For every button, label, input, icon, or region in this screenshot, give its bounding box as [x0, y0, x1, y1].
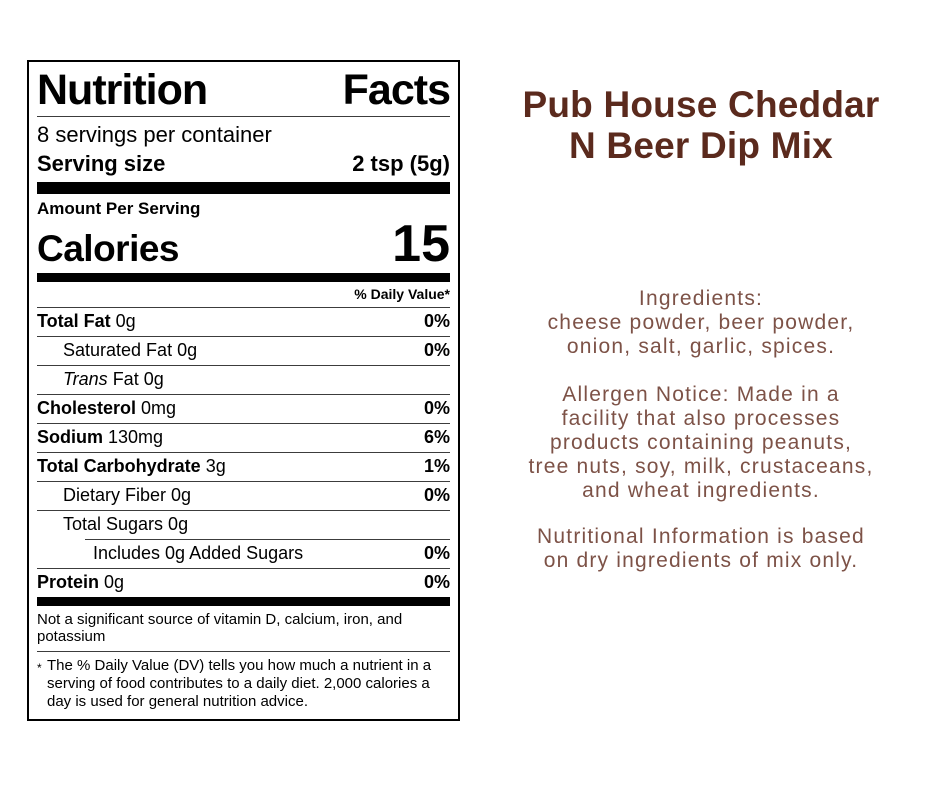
- nutrient-amount: Saturated Fat 0g: [63, 340, 198, 360]
- footnote-asterisk: *: [37, 661, 42, 675]
- nutrient-amount: Total Sugars 0g: [63, 514, 189, 534]
- title-divider: [37, 116, 450, 117]
- nutrient-text: [37, 399, 176, 418]
- nutrient-text: [37, 515, 188, 534]
- serving-size-value: 2 tsp (5g): [352, 151, 450, 176]
- nutrient-dv: 0%: [423, 311, 450, 331]
- nutrient-amount: Includes 0g Added Sugars: [93, 543, 304, 563]
- nutrient-text: [37, 544, 303, 563]
- row-protein: [37, 569, 450, 597]
- serving-size-row: [37, 151, 450, 177]
- row-trans-fat: [37, 366, 450, 395]
- nutrient-amount: 0mg: [136, 398, 177, 418]
- nutritional-note-paragraph: [470, 525, 932, 573]
- nutrient-name: Protein: [37, 572, 100, 592]
- nutritional-note-line: on dry ingredients of mix only.: [543, 549, 859, 572]
- nutrient-amount: Dietary Fiber 0g: [63, 485, 192, 505]
- nutrient-dv: 0%: [423, 485, 450, 505]
- allergen-line: products containing peanuts,: [549, 431, 853, 454]
- thick-divider-bar: [37, 182, 450, 194]
- allergen-line: facility that also processes: [561, 407, 841, 430]
- nutrition-facts-label: [27, 60, 460, 721]
- nutrient-dv: 0%: [423, 543, 450, 563]
- label-title: [37, 62, 450, 116]
- nutrient-text: [37, 312, 136, 331]
- label-title-word-2: Facts: [342, 66, 450, 114]
- nutrient-amount: 0g: [110, 311, 136, 331]
- calories-value: 15: [392, 215, 450, 273]
- nutrient-text: [37, 573, 124, 592]
- allergen-line: Allergen Notice: Made in a: [562, 383, 840, 406]
- nutrient-name-italic: Trans: [63, 369, 108, 389]
- nutrient-name: Total Fat: [37, 311, 111, 331]
- nutrient-dv: 1%: [423, 456, 450, 476]
- row-added-sugars: [37, 540, 450, 569]
- allergen-notice-paragraph: [470, 383, 932, 503]
- calories-row: [37, 215, 450, 273]
- ingredients-line: cheese powder, beer powder,: [547, 311, 855, 334]
- serving-size-label: Serving size: [37, 151, 166, 176]
- nutrient-amount: 130mg: [103, 427, 164, 447]
- nutrient-name: Sodium: [37, 427, 103, 447]
- thick-divider-bar: [37, 273, 450, 282]
- nutrient-text: [37, 370, 164, 389]
- nutrient-text: [37, 341, 197, 360]
- row-total-sugars: [37, 511, 450, 539]
- servings-per-container: 8 servings per container: [37, 122, 272, 147]
- daily-value-header: % Daily Value*: [37, 282, 450, 308]
- nutrient-name: Total Carbohydrate: [37, 456, 201, 476]
- row-saturated-fat: [37, 337, 450, 366]
- nutrient-amount: 3g: [200, 456, 226, 476]
- nutrient-amount: 0g: [99, 572, 125, 592]
- ingredients-line: onion, salt, garlic, spices.: [566, 335, 836, 358]
- allergen-line: and wheat ingredients.: [582, 479, 820, 502]
- nutrient-dv: 0%: [423, 572, 450, 592]
- daily-value-footnote: [37, 652, 450, 716]
- nutrient-dv: 0%: [423, 340, 450, 360]
- allergen-line: tree nuts, soy, milk, crustaceans,: [528, 455, 874, 478]
- calories-label: Calories: [37, 228, 180, 269]
- row-cholesterol: [37, 395, 450, 424]
- nutrient-name: Cholesterol: [37, 398, 137, 418]
- nutrient-text: [37, 486, 191, 505]
- nutrient-text: [37, 428, 163, 447]
- thick-divider-bar: [37, 597, 450, 606]
- row-total-fat: [37, 308, 450, 337]
- product-title-line-2: N Beer Dip Mix: [569, 125, 833, 166]
- product-title: [470, 84, 932, 166]
- product-title-line-1: Pub House Cheddar: [522, 84, 880, 125]
- row-dietary-fiber: [37, 482, 450, 511]
- row-total-carbohydrate: [37, 453, 450, 482]
- footnote-text: The % Daily Value (DV) tells you how much a nutrient in a serving of food contributes to a daily diet. 2,000 calories a day is used for general nutrition advice.: [47, 657, 432, 710]
- label-title-word-1: Nutrition: [37, 66, 208, 114]
- nutrient-text: [37, 457, 226, 476]
- nutrient-dv: 6%: [423, 427, 450, 447]
- ingredients-line: Ingredients:: [638, 287, 764, 310]
- amount-per-serving: Amount Per Serving: [37, 199, 201, 218]
- not-significant-note: Not a significant source of vitamin D, calcium, iron, and potassium: [37, 611, 403, 645]
- ingredients-paragraph: [470, 287, 932, 359]
- nutritional-note-line: Nutritional Information is based: [537, 525, 865, 548]
- row-sodium: [37, 424, 450, 453]
- nutrient-dv: 0%: [423, 398, 450, 418]
- nutrient-amount: Fat 0g: [107, 369, 164, 389]
- product-info-panel: [470, 0, 932, 573]
